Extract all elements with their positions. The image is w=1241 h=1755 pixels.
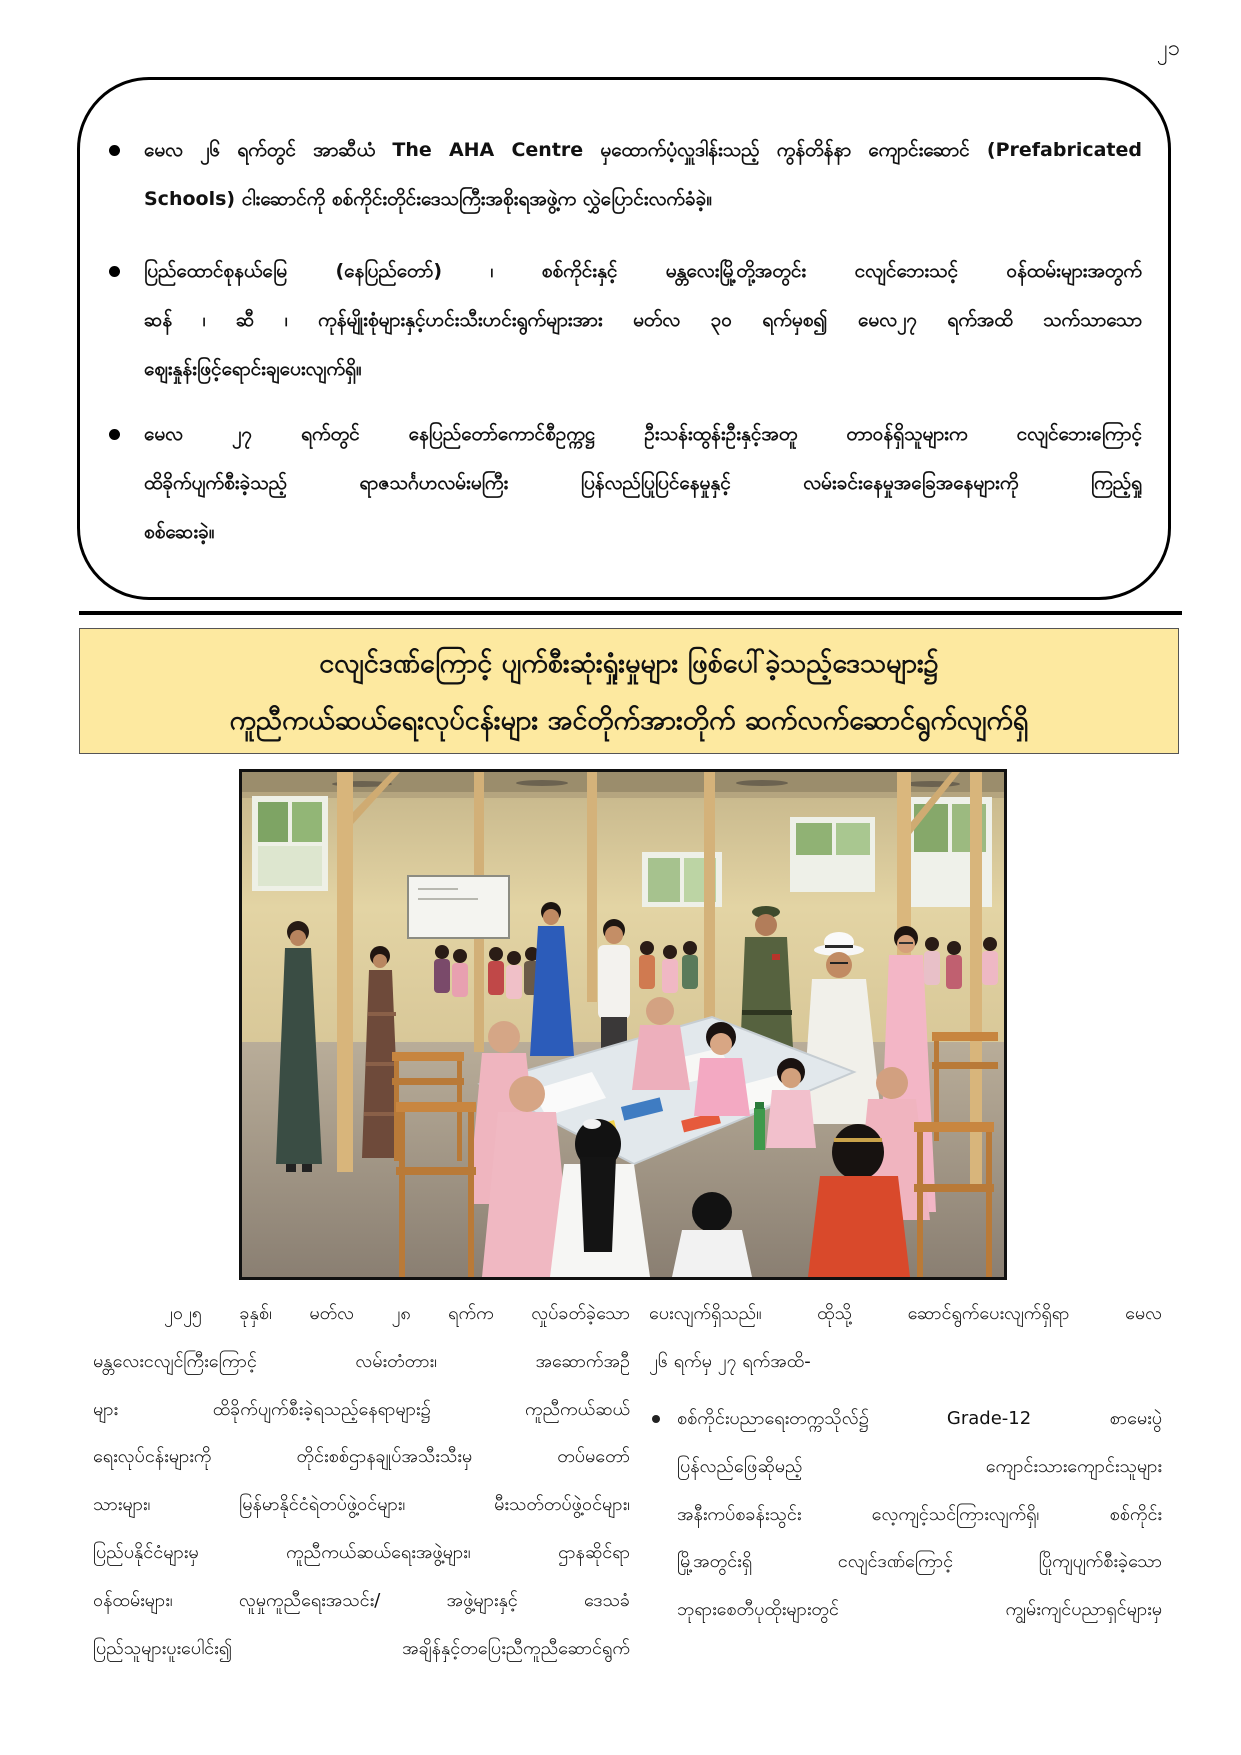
article-line: ၂၀၂၅ ခုနှစ်၊ မတ်လ ၂၈ ရက်က လှုပ်ခတ်ခဲ့သော [164, 1303, 630, 1324]
article-headline [79, 628, 1179, 754]
highlight-line: ထိခိုက်ပျက်စီးခဲ့သည့် ရာဇသင်္ဂဟလမ်းမကြီး ပြန်လည်ပြုပြင်နေမှုနှင့် လမ်းခင်းနေမှုအခြေအနေများကို ကြည့်ရှု [144, 472, 1142, 494]
headline-line: ကူညီကယ်ဆယ်ရေးလုပ်ငန်းများ အင်တိုက်အားတိုက် ဆက်လက်ဆောင်ရွက်လျက်ရှိ [229, 705, 1029, 736]
article-line: ပြည်သူများပူးပေါင်း၍ အချိန်နှင့်တပြေးညီကူညီဆောင်ရွက် [93, 1637, 630, 1659]
article-bullet-item [677, 1395, 1162, 1634]
highlight-line: ဆန် ၊ ဆီ ၊ ကုန်မျိုးစုံများနှင့်ဟင်းသီးဟင်းရွက်များအား မတ်လ ၃၀ ရက်မှစ၍ မေလ၂၇ ရက်အထိ သက်သာသော [144, 309, 1142, 331]
bullet-icon [109, 266, 120, 277]
article-right-column [649, 1290, 1162, 1386]
highlight-line: မေလ ၂၇ ရက်တွင် နေပြည်တော်ကောင်စီဥက္ကဋ္ဌ ဦးသန်းထွန်းဦးနှင့်အတူ တာဝန်ရှိသူများက ငလျင်ဘေးကြောင့် [144, 423, 1142, 445]
article-line: မန္တလေးငလျင်ကြီးကြောင့် လမ်းတံတား၊ အဆောက်အဦ [93, 1350, 630, 1372]
article-line: ဝန်ထမ်းများ၊ လူမှုကူညီရေးအသင်း/ အဖွဲ့များနှင့် ဒေသခံ [93, 1589, 630, 1611]
highlights-box [77, 77, 1171, 600]
highlight-item [144, 410, 1142, 557]
highlight-line: မေလ ၂၆ ရက်တွင် အာဆီယံ The AHA Centre မှထောက်ပံ့လှူဒါန်းသည့် ကွန်တိန်နာ ကျောင်းဆောင် (Prefabricated [144, 139, 1142, 161]
highlight-line: ဈေးနှုန်းဖြင့်ရောင်းချပေးလျက်ရှိ။ [144, 358, 362, 380]
article-line: ရေးလုပ်ငန်းများကို တိုင်းစစ်ဌာနချုပ်အသီးသီးမှ တပ်မတော် [93, 1446, 630, 1468]
news-photo [242, 772, 1004, 1277]
section-divider [79, 611, 1182, 615]
bullet-icon [652, 1415, 660, 1423]
article-photo [239, 769, 1007, 1280]
article-bullet-line: ဘုရားစေတီပုထိုးများတွင် ကျွမ်းကျင်ပညာရှင်များမှ [677, 1599, 1162, 1621]
page-number: ၂၁ [1156, 36, 1180, 61]
article-line: ၂၆ ရက်မှ ၂၇ ရက်အထိ- [649, 1350, 811, 1372]
article-line: များ ထိခိုက်ပျက်စီးခဲ့ရသည့်နေရာများ၌ ကူညီကယ်ဆယ် [93, 1398, 630, 1420]
article-line: သားများ၊ မြန်မာနိုင်ငံရဲတပ်ဖွဲ့ဝင်များ၊ မီးသတ်တပ်ဖွဲ့ဝင်များ၊ [93, 1494, 630, 1516]
photo-whiteboard [408, 876, 509, 938]
headline-line: ငလျင်ဒဏ်ကြောင့် ပျက်စီးဆုံးရှုံးမှုများ ဖြစ်ပေါ်ခဲ့သည့်ဒေသများ၌ [319, 648, 939, 679]
article-line: ပြည်ပနိုင်ငံများမှ ကူညီကယ်ဆယ်ရေးအဖွဲ့များ၊ ဌာနဆိုင်ရာ [93, 1541, 630, 1563]
article-bullet-line: အနီးကပ်စခန်းသွင်း လေ့ကျင့်သင်ကြားလျက်ရှိ၊ စစ်ကိုင်း [677, 1503, 1162, 1525]
highlight-line: Schools) ငါးဆောင်ကို စစ်ကိုင်းတိုင်းဒေသကြီးအစိုးရအဖွဲ့က လွှဲပြောင်းလက်ခံခဲ့။ [144, 188, 713, 210]
article-line: ပေးလျက်ရှိသည်။ ထိုသို့ ဆောင်ရွက်ပေးလျက်ရှိရာ မေလ [649, 1303, 1162, 1324]
highlight-item [144, 247, 1142, 394]
article-left-column [93, 1290, 630, 1672]
bullet-icon [109, 429, 120, 440]
bullet-icon [109, 145, 120, 156]
highlight-item [144, 126, 1142, 224]
article-bullet-line: မြို့အတွင်းရှိ ငလျင်ဒဏ်ကြောင့် ပြိုကျပျက်စီးခဲ့သော [677, 1551, 1162, 1573]
article-bullet-line: စစ်ကိုင်းပညာရေးတက္ကသိုလ်၌ Grade-12 စာမေးပွဲ [677, 1408, 1162, 1429]
highlight-line: စစ်ဆေးခဲ့။ [144, 521, 215, 543]
highlight-line: ပြည်ထောင်စုနယ်မြေ (နေပြည်တော်) ၊ စစ်ကိုင်းနှင့် မန္တလေးမြို့တို့အတွင်း ငလျင်ဘေးသင့် ဝန်ထမ်းများအတွက် [144, 260, 1142, 282]
article-bullet-line: ပြန်လည်ဖြေဆိုမည့် ကျောင်းသားကျောင်းသူများ [677, 1455, 1162, 1477]
